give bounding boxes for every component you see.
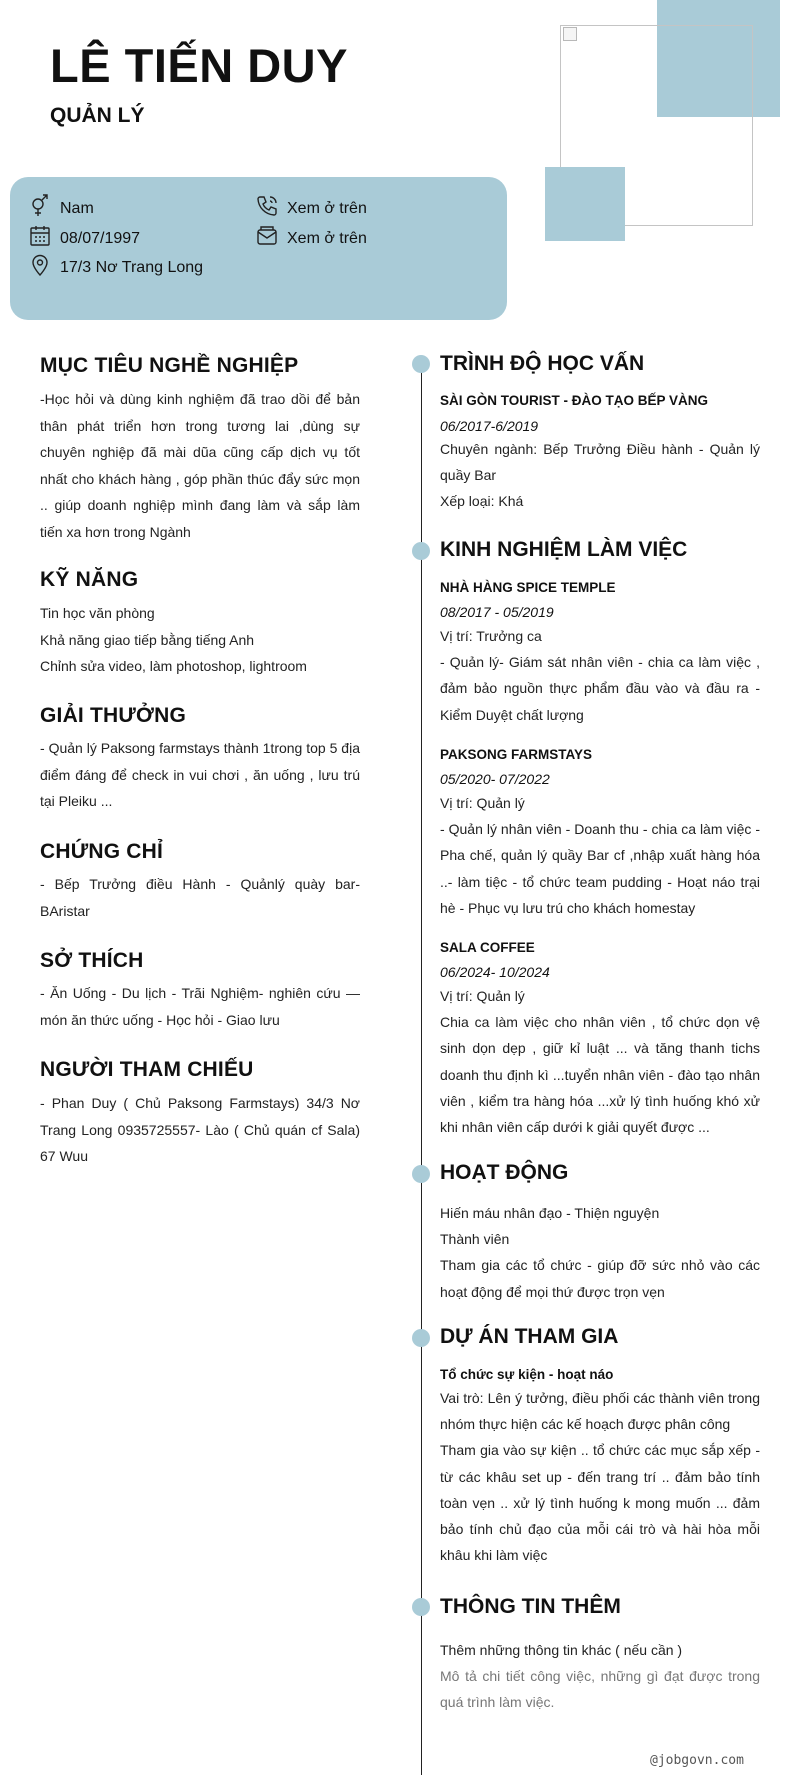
skill-item: Khả năng giao tiếp bằng tiếng Anh (40, 631, 255, 648)
job-details (440, 790, 760, 921)
timeline-dot (412, 1598, 430, 1616)
job-description: - Quản lý nhân viên - Doanh thu - chia ca làm việc - Pha chế, quản lý quầy Bar cf ,nhập xuất hàng hóa ..- làm tiệc - tổ chức team pudding - Hoạt náo trại hè - Phục vụ lưu trú cho khách homestay (440, 821, 760, 916)
education-title: TRÌNH ĐỘ HỌC VẤN (440, 352, 645, 375)
certificates-title: CHỨNG CHỈ (40, 840, 164, 863)
info-gender (28, 194, 94, 223)
job-org: NHÀ HÀNG SPICE TEMPLE (440, 580, 616, 595)
timeline-dot (412, 542, 430, 560)
references-title: NGƯỜI THAM CHIẾU (40, 1058, 254, 1081)
info-phone (255, 194, 367, 223)
extra-line: Thêm những thông tin khác ( nếu cần ) (440, 1642, 683, 1658)
job-position: Vị trí: Quản lý (440, 988, 525, 1004)
activity-item: Tham gia các tổ chức - giúp đỡ sức nhỏ vào các hoạt động để mọi thứ được trọn vẹn (440, 1257, 760, 1300)
skill-item: Tin học văn phòng (40, 605, 155, 621)
objective-title: MỤC TIÊU NGHỀ NGHIỆP (40, 354, 299, 377)
education-details (440, 436, 760, 515)
candidate-name: LÊ TIẾN DUY (50, 39, 348, 92)
job-date: 08/2017 - 05/2019 (440, 604, 554, 620)
extra-details (440, 1637, 760, 1716)
extra-placeholder: Mô tả chi tiết công việc, những gì đạt được trong quá trình làm việc. (440, 1668, 760, 1711)
hobbies-title: SỞ THÍCH (40, 949, 144, 972)
education-date: 06/2017-6/2019 (440, 418, 539, 434)
job-details (440, 983, 760, 1140)
info-email (255, 224, 367, 253)
skills-title: KỸ NĂNG (40, 568, 139, 591)
phone-value: Xem ở trên (287, 199, 367, 217)
awards-title: GIẢI THƯỞNG (40, 704, 187, 727)
gender-icon (28, 194, 60, 223)
email-value: Xem ở trên (287, 229, 367, 247)
skills-list (40, 600, 360, 680)
personal-info-box (10, 177, 507, 320)
job-org: PAKSONG FARMSTAYS (440, 747, 593, 762)
job-position: Vị trí: Trưởng ca (440, 628, 542, 644)
address-value: 17/3 Nơ Trang Long (60, 258, 204, 276)
activities-details (440, 1200, 760, 1305)
project-description: Tham gia vào sự kiện .. tổ chức các mục sắp xếp - từ các khâu set up - đến trang trí .. đảm bảo tính toàn vẹn .. xử lý tình huống k mong muốn ... đảm bảo tính chủ đạo của mỗi cái trò và hài hòa mỗi khâu khi làm việc (440, 1442, 760, 1564)
activities-title: HOẠT ĐỘNG (440, 1161, 569, 1184)
hobbies-text: - Ăn Uống - Du lịch - Trãi Nghiệm- nghiên cứu — món ăn thức uống - Học hỏi - Giao lưu (40, 985, 360, 1028)
birthdate-value: 08/07/1997 (60, 229, 141, 247)
job-description: - Quản lý- Giám sát nhân viên - chia ca làm việc , đảm bảo nguồn thực phẩm đầu vào và đầu ra - Kiểm Duyệt chất lượng (440, 654, 760, 723)
awards-text: - Quản lý Paksong farmstays thành 1trong top 5 địa điểm đáng để check in vui chơi , ăn uống , lưu trú tại Pleiku ... (40, 740, 360, 809)
job-org: SALA COFFEE (440, 940, 535, 955)
education-grade: Xếp loại: Khá (440, 493, 524, 510)
objective-text: -Học hỏi và dùng kinh nghiệm đã trao dồi để bản thân phát triển hơn trong tương lai ,dùng sự chuyên nghiệp đã mài dũa cũng cấp dịch vụ tốt nhất cho khách hàng , góp phần thúc đẩy sức mọn .. giúp doanh nghiệp mình đang làm và sắp làm tiến xa hơn trong Ngành (40, 391, 360, 540)
project-name: Tổ chức sự kiện - hoạt náo (440, 1367, 614, 1382)
education-major: Chuyên ngành: Bếp Trưởng Điều hành - Quản lý quầy Bar (440, 441, 760, 484)
decor-square-bottom (545, 167, 625, 241)
watermark: @jobgovn.com (650, 1753, 744, 1768)
skill-item: Chỉnh sửa video, làm photoshop, lightroom (40, 658, 307, 674)
timeline-dot (412, 355, 430, 373)
project-role: Vai trò: Lên ý tưởng, điều phối các thành viên trong nhóm thực hiện các kế hoạch được phân công (440, 1390, 760, 1433)
education-org: SÀI GÒN TOURIST - ĐÀO TẠO BẾP VÀNG (440, 393, 709, 408)
extra-title: THÔNG TIN THÊM (440, 1595, 621, 1618)
calendar-icon (28, 224, 60, 253)
gender-value: Nam (60, 199, 94, 217)
projects-title: DỰ ÁN THAM GIA (440, 1325, 619, 1348)
job-position: Vị trí: Quản lý (440, 795, 525, 811)
location-icon (28, 253, 60, 282)
broken-image-icon (563, 27, 577, 41)
job-date: 06/2024- 10/2024 (440, 964, 550, 980)
timeline-line (421, 358, 422, 1775)
candidate-title: QUẢN LÝ (50, 104, 145, 127)
timeline-dot (412, 1165, 430, 1183)
info-address (28, 253, 203, 282)
mail-icon (255, 224, 287, 253)
references-text: - Phan Duy ( Chủ Paksong Farmstays) 34/3 Nơ Trang Long 0935725557- Lào ( Chủ quán cf Sala) 67 Wuu (40, 1095, 360, 1164)
timeline-dot (412, 1329, 430, 1347)
experience-title: KINH NGHIỆM LÀM VIỆC (440, 538, 688, 561)
project-details (440, 1385, 760, 1568)
job-date: 05/2020- 07/2022 (440, 771, 550, 787)
job-description: Chia ca làm việc cho nhân viên , tổ chức dọn vệ sinh dọn dẹp , giữ kỉ luật ... và tăng thanh tichs doanh thu định kì ...tuyển nhân viên - đào tạo nhân viên , kiểm tra hàng hóa ...xử lý tình huống khó xử khi nhân viên cấp dưới k giải quyết được ... (440, 1014, 760, 1136)
info-birthdate (28, 224, 140, 253)
activity-item: Thành viên (440, 1231, 510, 1248)
certificates-text: - Bếp Trưởng điều Hành - Quảnlý quày bar- BAristar (40, 876, 360, 919)
activity-item: Hiến máu nhân đạo - Thiện nguyện (440, 1205, 660, 1221)
job-details (440, 623, 760, 728)
phone-icon (255, 194, 287, 223)
